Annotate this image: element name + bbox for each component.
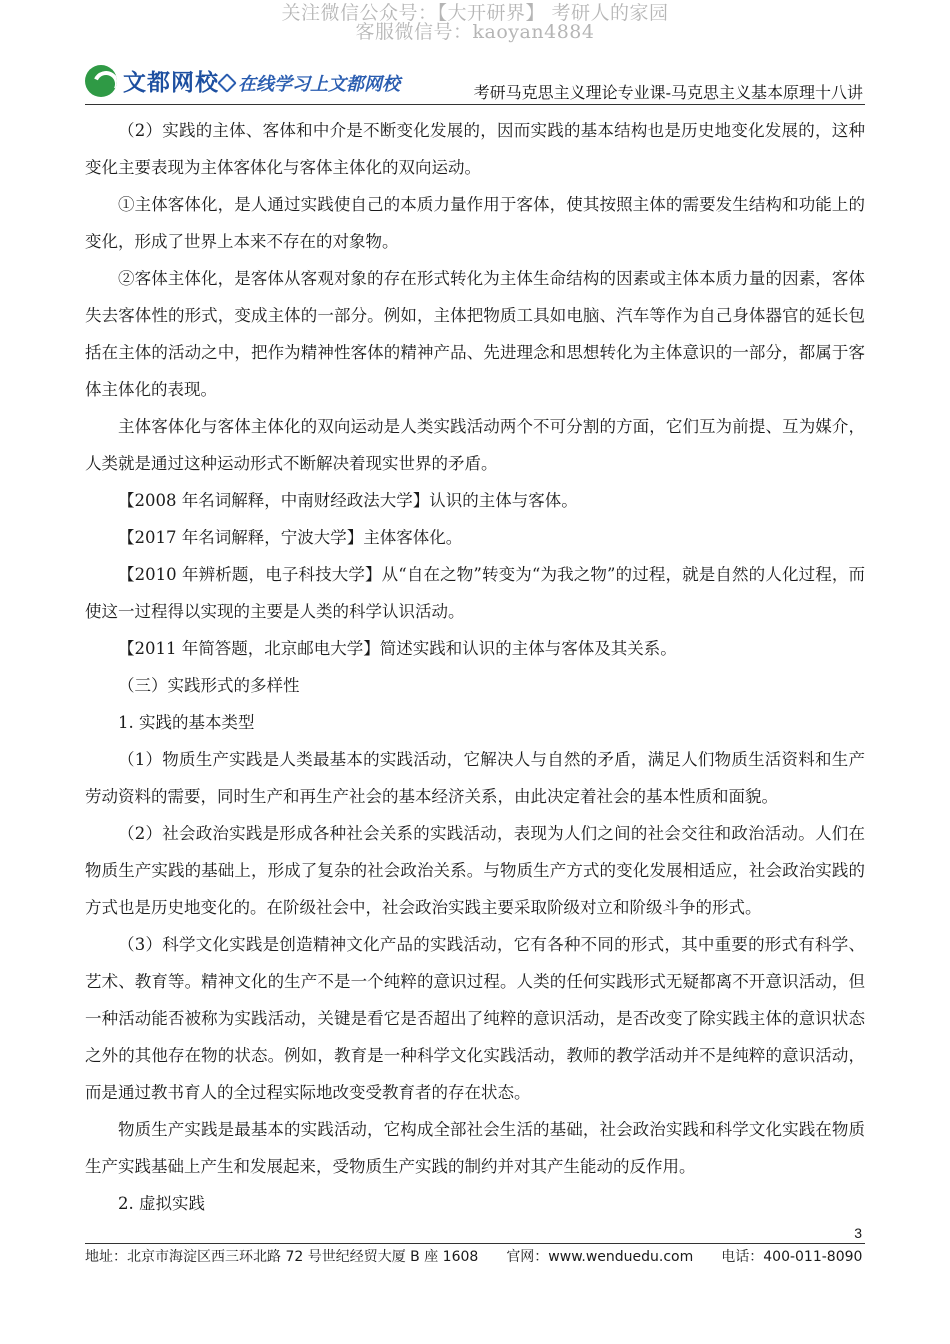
paragraph: （2）社会政治实践是形成各种社会关系的实践活动，表现为人们之间的社会交往和政治活动。人们在物质生产实践的基础上，形成了复杂的社会政治关系。与物质生产方式的变化发展相适应，社会政治实践的方式也是历史地变化的。在阶级社会中，社会政治实践主要采取阶级对立和阶级斗争的形式。: [85, 824, 865, 917]
wendu-logo: [85, 64, 219, 97]
document-body: [85, 112, 865, 1222]
slogan-text: 在线学习上文都网校: [238, 74, 400, 95]
footer-address: 地址：北京市海淀区西三环北路 72 号世纪经贸大厦 B 座 1608: [85, 1249, 479, 1265]
exam-reference: 【2011 年简答题，北京邮电大学】简述实践和认识的主体与客体及其关系。: [118, 639, 677, 658]
section-heading: （三）实践形式的多样性: [118, 676, 300, 695]
footer-website: 官网：www.wenduedu.com: [506, 1249, 694, 1265]
exam-reference: 【2017 年名词解释，宁波大学】主体客体化。: [118, 528, 463, 547]
paragraph: 物质生产实践是最基本的实践活动，它构成全部社会生活的基础，社会政治实践和科学文化实践在物质生产实践基础上产生和发展起来，受物质生产实践的制约并对其产生能动的反作用。: [85, 1120, 865, 1176]
paragraph: ②客体主体化，是客体从客观对象的存在形式转化为主体生命结构的因素或主体本质力量的因素，客体失去客体性的形式，变成主体的一部分。例如，主体把物质工具如电脑、汽车等作为自己身体器官的延长包括在主体的活动之中，把作为精神性客体的精神产品、先进理念和思想转化为主体意识的一部分，都属于客体主体化的表现。: [85, 269, 865, 399]
watermark-line-1: 关注微信公众号：【大开研界】 考研人的家园: [281, 2, 669, 24]
page-footer: [85, 1246, 865, 1266]
exam-reference: 【2010 年辨析题，电子科技大学】从“自在之物”转变为“为我之物”的过程，就是自然的人化过程，而使这一过程得以实现的主要是人类的科学认识活动。: [85, 565, 865, 621]
page-header: [85, 62, 865, 105]
header-title: 考研马克思主义理论专业课-马克思主义基本原理十八讲: [473, 83, 863, 102]
paragraph: ①主体客体化，是人通过实践使自己的本质力量作用于客体，使其按照主体的需要发生结构和功能上的变化，形成了世界上本来不存在的对象物。: [85, 195, 865, 251]
slogan: [220, 70, 400, 96]
paragraph: 主体客体化与客体主体化的双向运动是人类实践活动两个不可分割的方面，它们互为前提、互为媒介，人类就是通过这种运动形式不断解决着现实世界的矛盾。: [85, 417, 865, 473]
pen-icon: [217, 73, 237, 93]
paragraph: （2）实践的主体、客体和中介是不断变化发展的，因而实践的基本结构也是历史地变化发展的，这种变化主要表现为主体客体化与客体主体化的双向运动。: [85, 121, 865, 177]
wendu-logo-icon: [85, 65, 117, 97]
paragraph: （3）科学文化实践是创造精神文化产品的实践活动，它有各种不同的形式，其中重要的形式有科学、艺术、教育等。精神文化的生产不是一个纯粹的意识过程。人类的任何实践形式无疑都离不开意识活动，但一种活动能否被称为实践活动，关键是看它是否超出了纯粹的意识活动，是否改变了除实践主体的意识状态之外的其他存在物的状态。例如，教育是一种科学文化实践活动，教师的教学活动并不是纯粹的意识活动，而是通过教书育人的全过程实际地改变受教育者的存在状态。: [85, 935, 865, 1102]
paragraph: （1）物质生产实践是人类最基本的实践活动，它解决人与自然的矛盾，满足人们物质生活资料和生产劳动资料的需要，同时生产和再生产社会的基本经济关系，由此决定着社会的基本性质和面貌。: [85, 750, 865, 806]
subsection-heading: 1. 实践的基本类型: [118, 713, 255, 732]
logo-text: 文都网校: [123, 70, 219, 96]
subsection-heading: 2. 虚拟实践: [118, 1194, 205, 1213]
page-number: 3: [854, 1225, 862, 1241]
footer-divider: [85, 1243, 865, 1244]
footer-phone: 电话：400-011-8090: [721, 1249, 863, 1265]
exam-reference: 【2008 年名词解释，中南财经政法大学】认识的主体与客体。: [118, 491, 578, 510]
watermark-line-2: 客服微信号：kaoyan4884: [355, 21, 595, 43]
